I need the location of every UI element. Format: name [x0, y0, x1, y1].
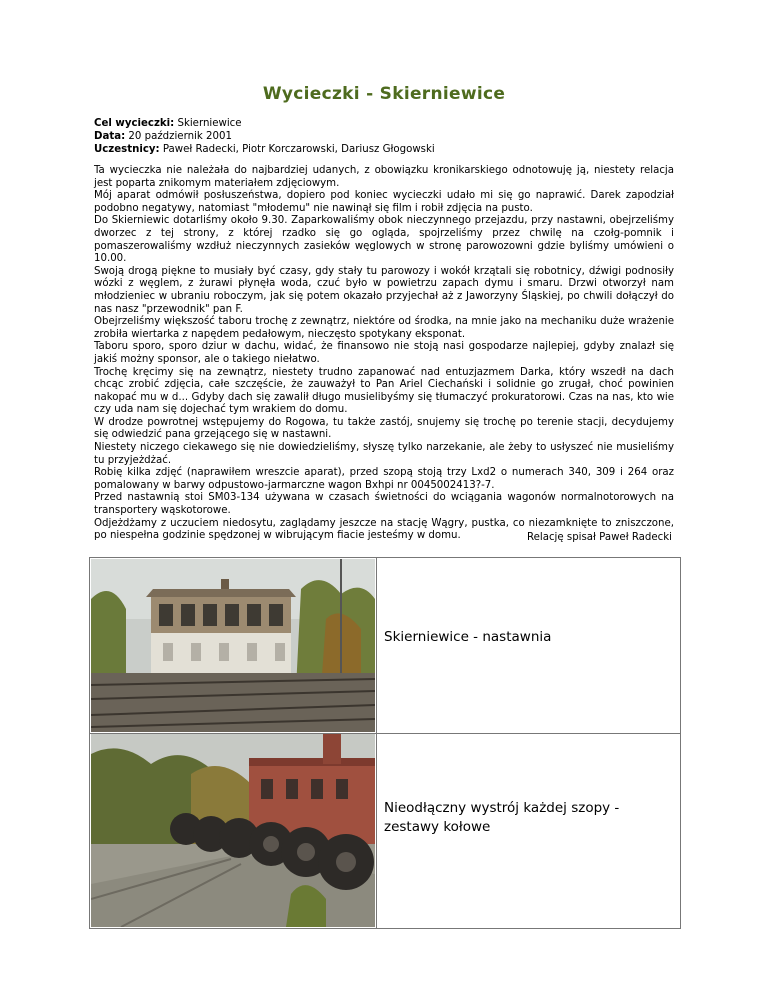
paragraph: Niestety niczego ciekawego się nie dowiedzieliśmy, słyszę tylko narzekanie, ale żeby to usłyszeć nie musieliśmy tu przyjeżdżać.: [94, 442, 674, 466]
photo-caption: Skierniewice - nastawnia: [384, 629, 552, 645]
goal-label: Cel wycieczki:: [94, 118, 175, 129]
paragraph: Swoją drogą piękne to musiały być czasy, gdy stały tu parowozy i wokół krzątali się robotnicy, dźwigi podnosiły wózki z węglem, z żurawi płynęła woda, czuć było w powietrzu zapach dymu i smaru. Drzwi otworzył nam młodzieniec w ubraniu roboczym, jak się potem okazało przyjechał aż z Jaworzyny Śląskiej, po chwili dołączył do nas nasz "przewodnik" pan F.: [94, 265, 674, 315]
paragraph: Mój aparat odmówił posłuszeństwa, dopiero pod koniec wycieczki udało mi się go naprawić. Darek zapodział podobno negatywy, natomiast "młodemu" nie nawinął się film i robił zdjęcia na pusto.: [94, 190, 674, 214]
paragraph: Robię kilka zdjęć (naprawiłem wreszcie aparat), przed szopą stoją trzy Lxd2 o numerach 340, 309 i 264 oraz pomalowany w barwy odpustowo-jarmarczne wagon Bxhpi nr 0045002413?-7.: [94, 467, 674, 491]
goal-value: Skierniewice: [177, 118, 242, 129]
paragraph: W drodze powrotnej wstępujemy do Rogowa, tu także zastój, snujemy się trochę po terenie stacji, decydujemy się odwiedzić pana grzejącego się w nastawni.: [94, 416, 674, 441]
participants-row: [94, 143, 674, 156]
photo-caption: Nieodłączny wystrój każdej szopy - zestawy kołowe: [384, 800, 620, 835]
date-value: 20 październik 2001: [128, 131, 232, 142]
page-title: Wycieczki - Skierniewice: [262, 84, 506, 104]
participants-value: Paweł Radecki, Piotr Korczarowski, Dariusz Głogowski: [162, 144, 435, 155]
signal-box-photo: [91, 559, 375, 732]
trip-meta: [94, 117, 674, 156]
paragraph: Przed nastawnią stoi SM03-134 używana w czasach świetności do wciągania wagonów normalnotorowych na transportery wąskotorowe.: [94, 492, 674, 517]
paragraph: Do Skierniewic dotarliśmy około 9.30. Zaparkowaliśmy obok nieczynnego przejazdu, przy nastawni, obejrzeliśmy dworzec z tej strony, z której rzadko się go ogląda, spojrzeliśmy przez chwilę na czołg-pomnik i pomaszerowaliśmy wzdłuż nieczynnych zasieków węglowych w stronę parowozowni gdzie byliśmy umówieni o 10.00.: [94, 215, 674, 265]
signature: Relację spisał Paweł Radecki: [526, 532, 672, 543]
paragraph: Obejrzeliśmy większość taboru trochę z zewnątrz, niektóre od środka, na mnie jako na mechaniku duże wrażenie zrobiła wiertarka z napędem pedałowym, nieczęsto spotykany eksponat.: [94, 316, 674, 340]
paragraph: Odjeżdżamy z uczuciem niedosytu, zaglądamy jeszcze na stację Wągry, pustka, co niezamknięte to zniszczone, po niespełna godzinie spędzonej w wibrującym fiacie jesteśmy w domu.: [94, 517, 674, 542]
goal-row: [94, 117, 674, 130]
wheelsets-photo: [91, 734, 375, 927]
paragraph: Taboru sporo, sporo dziur w dachu, widać, że finansowo nie stoją nasi gospodarze najlepiej, gdyby znalazł się jakiś możny sponsor, ale o takiego niełatwo.: [94, 341, 674, 365]
paragraph: Ta wycieczka nie należała do najbardziej udanych, z obowiązku kronikarskiego odnotowuję ją, niestety relacja jest poparta znikomym materiałem zdjęciowym.: [94, 165, 674, 189]
paragraph: Trochę kręcimy się na zewnątrz, niestety trudno zapanować nad entuzjazmem Darka, który wszedł na dach chcąc zrobić zdjęcia, całe szczęście, że zauważył to Pan Ariel Ciechański i solidnie go zrugał, choć powinien nakopać mu w d... Gdyby dach się zawalił długo musielibyśmy się tłumaczyć prokuratorowi. Czas na nas, kto wie czy uda nam się dojechać tym wrakiem do domu.: [94, 366, 674, 416]
table-divider: [376, 558, 377, 928]
trip-report: [94, 165, 674, 543]
date-label: Data:: [94, 131, 126, 142]
date-row: [94, 130, 674, 143]
participants-label: Uczestnicy:: [94, 144, 160, 155]
photo-table: [89, 557, 681, 929]
